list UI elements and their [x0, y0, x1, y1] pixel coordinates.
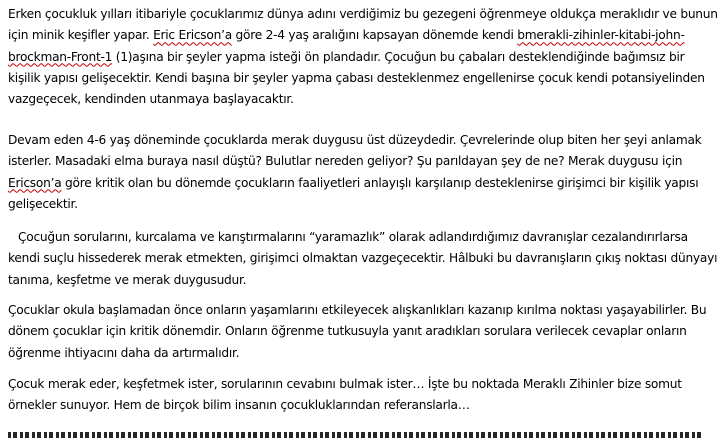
p2-text-c: göre kritik olan bu dönemde çocukların faaliyetleri anlayışlı karşılanıp desteklenirse girişimci bir kişilik yapısı gelişecektir.	[8, 175, 699, 211]
p1-text-a: Erken çocukluk yılları itibariyle çocuklarımız dünya adını verdiğimiz bu gezegeni öğrenmeye oldukça meraklıdır ve bunun için minik keşifler yapar.	[8, 7, 718, 43]
paragraph-1	[8, 4, 720, 110]
clipped-next-line	[8, 428, 720, 438]
p1-text-c: göre 2-4 yaş aralığını kapsayan dönemde kendi	[231, 28, 518, 43]
spellcheck-ericson-2: Ericson’a	[8, 175, 62, 190]
spellcheck-ericson: Eric Ericson’a	[153, 28, 232, 43]
paragraph-5: Çocuk merak eder, keşfetmek ister, sorularının cevabını bulmak ister… İşte bu noktada Meraklı Zihinler bize somut örnekler sunuyor. Hem de birçok bilim insanın çocukluklarından referanslarla…	[8, 377, 682, 413]
paragraph-2	[8, 130, 720, 215]
paragraph-4: Çocuklar okula başlamadan önce onların yaşamlarını etkileyecek alışkanlıkları kazanıp kırılma noktası yaşayabilirler. Bu dönem çocuklar için kritik dönemdir. Onların öğrenme tutkusuyla yanıt aradıkları sorulara verilecek cevaplar onların öğrenme ihtiyacını daha da artırmalıdır.	[8, 303, 707, 360]
p1-text-e: (1)aşına bir şeyler yapma isteği ön plandadır. Çocuğun bu çabaları desteklendiğinde bağımsız bir kişilik yapısı gelişecektir. Kendi başına bir şeyler yapma çabası desteklenmez engellenirse çocuk kendi potansiyelinden vazgeçecek, kendinden utanmaya başlayacaktır.	[8, 49, 705, 107]
p2-text-a: Devam eden 4-6 yaş döneminde çocuklarda merak duygusu üst düzeydedir. Çevrelerinde olup biten her şeyi anlamak isterler. Masadaki elma buraya nasıl düştü? Bulutlar nereden geliyor? Şu parıldayan şey de ne? Merak duygusu için	[8, 133, 702, 169]
clipped-text-fragment	[8, 432, 703, 438]
paragraph-3: Çocuğun sorularını, kurcalama ve karıştırmalarını “yaramazlık” olarak adlandırdığımız davranışlar cezalandırırlarsa kendi suçlu hissederek merak etmekten, girişimci olmaktan vazgeçecektir. Hâlbuki bu davranışların çıkış noktası dünyayı tanıma, keşfetme ve merak duygusudur.	[8, 230, 718, 287]
spellcheck-image-name: bmerakli-zihinler-kitabi-john-brockman-Front-1	[8, 28, 685, 64]
